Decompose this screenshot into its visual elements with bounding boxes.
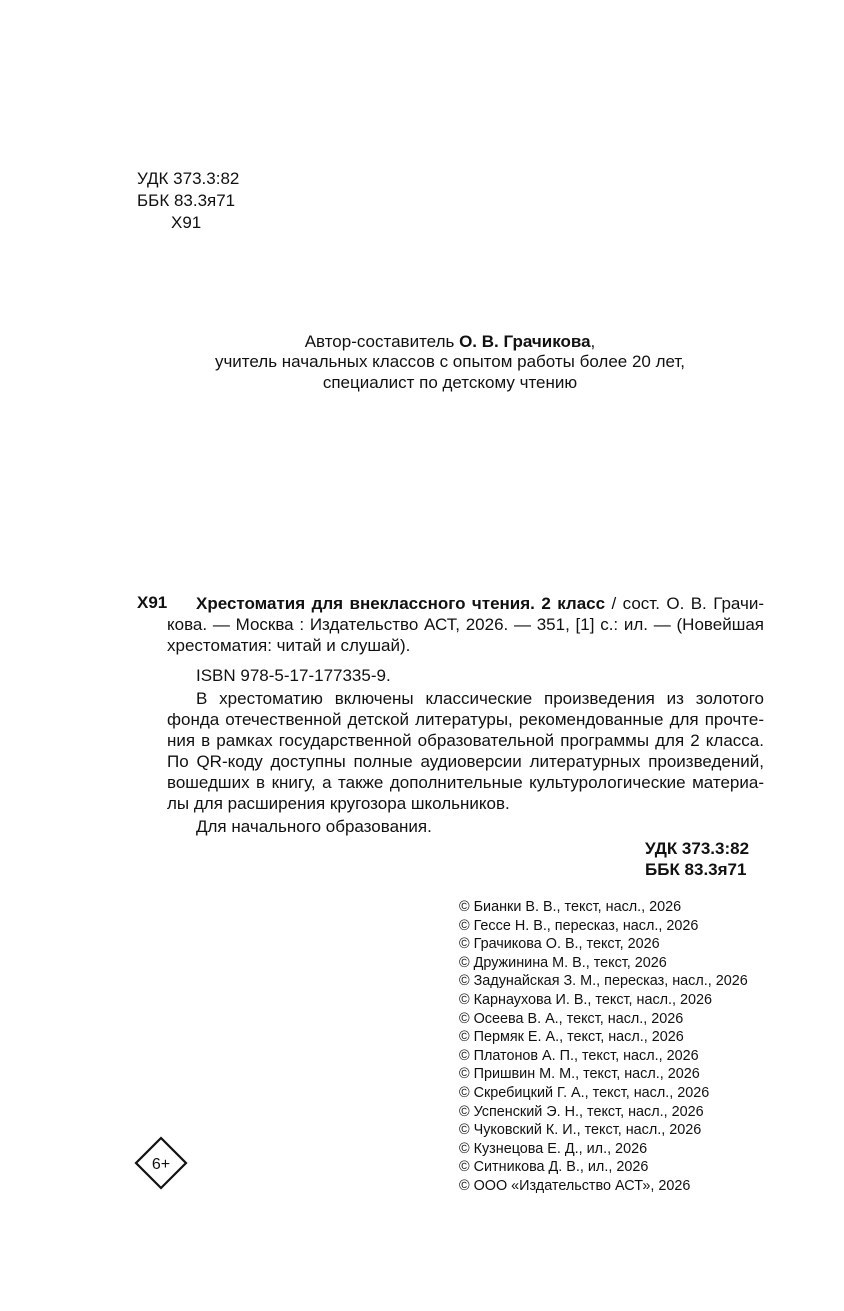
audience-note: Для начального образования. xyxy=(196,817,432,836)
age-rating-badge xyxy=(134,1136,188,1190)
copyright-entry: © Пришвин М. М., текст, насл., 2026 xyxy=(459,1066,700,1083)
record-line-3: хрестоматия: читай и слушай). xyxy=(167,636,411,655)
copyright-entry: © Чуковский К. И., текст, насл., 2026 xyxy=(459,1122,702,1139)
author-description-2: специалист по детскому чтению xyxy=(322,373,578,392)
isbn: ISBN 978-5-17-177335-9. xyxy=(196,666,391,685)
copyright-entry: © Бианки В. В., текст, насл., 2026 xyxy=(459,899,682,915)
copyright-entry: © Пермяк Е. А., текст, насл., 2026 xyxy=(459,1029,684,1046)
copyright-entry: © Грачикова О. В., текст, 2026 xyxy=(459,936,660,953)
author-description-1: учитель начальных классов с опытом работы более 20 лет, xyxy=(214,352,686,371)
copyright-entry: © Платонов А. П., текст, насл., 2026 xyxy=(459,1047,699,1064)
annotation-line: По QR-коду доступны полные аудиоверсии литературных произведений, xyxy=(167,752,764,771)
book-title: Хрестоматия для внеклассного чтения. 2 класс xyxy=(196,594,606,613)
copyright-entry: © Кузнецова Е. Д., ил., 2026 xyxy=(459,1140,648,1157)
copyright-entry: © Задунайская З. М., пересказ, насл., 2026 xyxy=(459,973,748,990)
book-title-rest: / сост. О. В. Грачи- xyxy=(605,594,765,613)
author-prefix: Автор-составитель xyxy=(304,332,460,351)
annotation-line: вошедших в книгу, а также дополнительные культурологические материа- xyxy=(167,773,764,792)
author-line xyxy=(0,331,844,353)
udk-code-top: УДК 373.3:82 xyxy=(137,169,240,188)
author-suffix: , xyxy=(590,332,596,351)
copyright-entry: © Гессе Н. В., пересказ, насл., 2026 xyxy=(459,917,699,934)
copyright-entry: © Карнаухова И. В., текст, насл., 2026 xyxy=(459,991,713,1008)
record-line-2: кова. — Москва : Издательство АСТ, 2026. — 351, [1] с.: ил. — (Новейшая xyxy=(167,615,764,634)
copyright-entry: © Осеева В. А., текст, насл., 2026 xyxy=(459,1010,684,1027)
annotation-line: В хрестоматию включены классические произведения из золотого xyxy=(196,689,764,708)
bbk-code-top: ББК 83.3я71 xyxy=(137,191,236,210)
copyright-entry: © Успенский Э. Н., текст, насл., 2026 xyxy=(459,1103,704,1120)
annotation-line: ния в рамках государственной образовательной программы для 2 класса. xyxy=(167,731,764,750)
age-rating-diamond-icon xyxy=(134,1136,188,1190)
copyright-entry: © Дружинина М. В., текст, 2026 xyxy=(459,954,667,971)
bbk-code-bottom: ББК 83.3я71 xyxy=(645,860,747,879)
record-author-mark: Х91 xyxy=(137,593,168,612)
copyright-entry: © ООО «Издательство АСТ», 2026 xyxy=(459,1177,691,1194)
annotation-line: фонда отечественной детской литературы, рекомендованные для прочте- xyxy=(167,710,764,729)
copyright-entry: © Скребицкий Г. А., текст, насл., 2026 xyxy=(459,1084,710,1101)
record-title-line xyxy=(196,593,764,615)
author-name: О. В. Грачикова xyxy=(459,332,591,351)
copyright-list xyxy=(459,898,748,1196)
udk-code-bottom: УДК 373.3:82 xyxy=(645,839,750,858)
author-mark-top: Х91 xyxy=(171,213,202,232)
copyright-entry: © Ситникова Д. В., ил., 2026 xyxy=(459,1159,649,1176)
age-rating-label: 6+ xyxy=(151,1156,171,1173)
annotation-line: лы для расширения кругозора школьников. xyxy=(167,794,510,813)
